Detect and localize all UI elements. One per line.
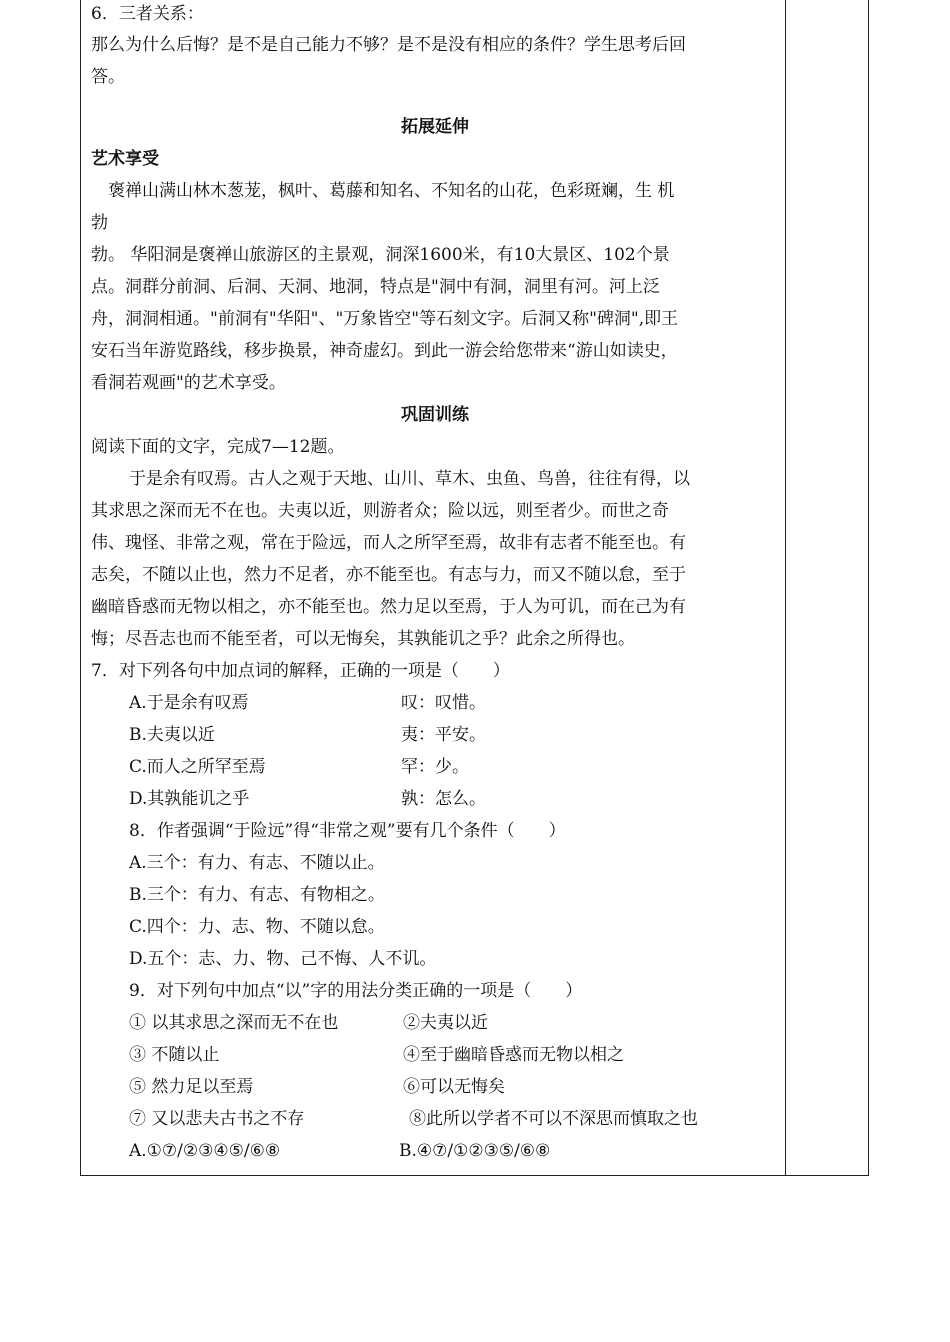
passage-line: 于是余有叹焉。古人之观于天地、山川、草木、虫鱼、鸟兽，往往有得，以: [129, 469, 690, 489]
q9-item-7: ⑦ 又以悲夫古书之不存: [129, 1109, 305, 1129]
paragraph-line: 勃: [91, 213, 108, 233]
art-subheading: 艺术享受: [91, 149, 159, 169]
q7-option-b-gloss: 夷：平安。: [401, 725, 486, 745]
passage-line: 幽暗昏惑而无物以相之，亦不能至也。然力足以至焉，于人为可讥，而在己为有: [91, 597, 686, 617]
q7-option-d: D.其孰能讥之乎: [129, 789, 250, 809]
q7-option-d-gloss: 孰：怎么。: [401, 789, 486, 809]
column-divider: [785, 0, 786, 1176]
q9-item-4: ④至于幽暗昏惑而无物以相之: [403, 1045, 624, 1065]
q7-option-a: A.于是余有叹焉: [129, 693, 249, 713]
q9-item-5: ⑤ 然力足以至焉: [129, 1077, 254, 1097]
q9-item-3: ③ 不随以止: [129, 1045, 220, 1065]
question-line-2: 答。: [91, 67, 125, 87]
passage-line: 志矣，不随以止也，然力不足者，亦不能至也。有志与力，而又不随以怠，至于: [91, 565, 686, 585]
paragraph-line: 舟，洞洞相通。"前洞有"华阳"、"万象皆空"等石刻文字。后洞又称"碑洞",即王: [91, 309, 679, 329]
extension-heading: 拓展延伸: [401, 117, 469, 137]
paragraph-line: 点。洞群分前洞、后洞、天洞、地洞，特点是"洞中有洞，洞里有河。河上泛: [91, 277, 660, 297]
exercise-instruction: 阅读下面的文字，完成7—12题。: [91, 437, 345, 457]
paragraph-line: 褒禅山满山林木葱茏，枫叶、葛藤和知名、不知名的山花，色彩斑斓，生 机: [108, 181, 675, 201]
question-line-1: 那么为什么后悔？是不是自己能力不够？是不是没有相应的条件？学生思考后回: [91, 35, 686, 55]
q7-option-b: B.夫夷以近: [129, 725, 215, 745]
passage-line: 伟、瑰怪、非常之观，常在于险远，而人之所罕至焉，故非有志者不能至也。有: [91, 533, 686, 553]
q9-item-6: ⑥可以无悔矣: [403, 1077, 505, 1097]
question-9-stem: 9．对下列句中加点“以”字的用法分类正确的一项是（ ）: [129, 981, 583, 1001]
q8-option-d: D.五个：志、力、物、己不悔、人不讥。: [129, 949, 437, 969]
passage-line: 其求思之深而无不在也。夫夷以近，则游者众；险以远，则至者少。而世之奇: [91, 501, 669, 521]
paragraph-line: 看洞若观画"的艺术享受。: [91, 373, 286, 393]
q8-option-b: B.三个：有力、有志、有物相之。: [129, 885, 385, 905]
passage-line: 悔；尽吾志也而不能至者，可以无悔矣，其孰能讥之乎？此余之所得也。: [91, 629, 635, 649]
item-6-heading: 6．三者关系：: [91, 4, 204, 24]
q7-option-a-gloss: 叹：叹惜。: [401, 693, 486, 713]
paragraph-line: 安石当年游览路线，移步换景，神奇虚幻。到此一游会给您带来“游山如读史，: [91, 341, 678, 361]
exercise-heading: 巩固训练: [401, 405, 469, 425]
q7-option-c: C.而人之所罕至焉: [129, 757, 266, 777]
q8-option-c: C.四个：力、志、物、不随以怠。: [129, 917, 385, 937]
q7-option-c-gloss: 罕：少。: [401, 757, 469, 777]
q9-item-8: ⑧此所以学者不可以不深思而慎取之也: [409, 1109, 698, 1129]
q9-answer-b: B.④⑦/①②③⑤/⑥⑧: [399, 1141, 551, 1161]
q9-answer-a: A.①⑦/②③④⑤/⑥⑧: [129, 1141, 281, 1161]
q9-item-1: ① 以其求思之深而无不在也: [129, 1013, 339, 1033]
q9-item-2: ②夫夷以近: [403, 1013, 488, 1033]
question-8-stem: 8．作者强调“于险远”得“非常之观”要有几个条件（ ）: [129, 821, 566, 841]
q8-option-a: A.三个：有力、有志、不随以止。: [129, 853, 385, 873]
paragraph-line: 勃。 华阳洞是褒禅山旅游区的主景观，洞深1600米，有10大景区、102个景: [91, 245, 670, 265]
question-7-stem: 7．对下列各句中加点词的解释，正确的一项是（ ）: [91, 661, 510, 681]
